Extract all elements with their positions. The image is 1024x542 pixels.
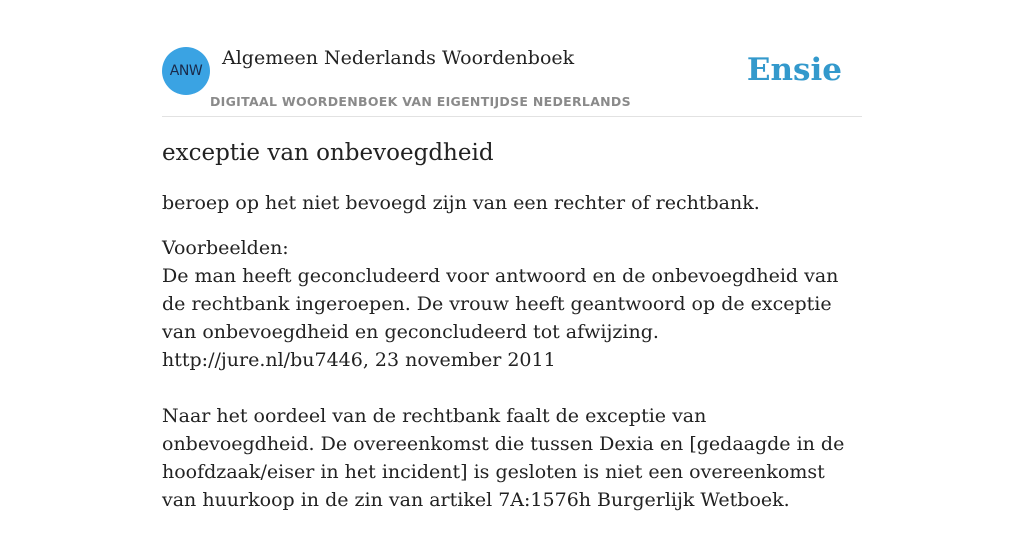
dictionary-entry: [162, 140, 862, 542]
ensie-brand-logo[interactable]: Ensie: [746, 52, 842, 88]
site-title[interactable]: Algemeen Nederlands Woordenboek: [222, 47, 575, 69]
example-item: [162, 402, 862, 514]
anw-logo[interactable]: ANW: [162, 47, 210, 95]
site-subtitle: DIGITAAL WOORDENBOEK VAN EIGENTIJDSE NEDERLANDS: [210, 94, 631, 109]
examples-label: Voorbeelden:: [162, 237, 289, 259]
example-source: http://jure.nl/bu7446, 23 november 2011: [162, 349, 556, 371]
example-item: [162, 262, 862, 374]
examples-section: [162, 234, 862, 514]
example-text: De man heeft geconcludeerd voor antwoord en de onbevoegdheid van de rechtbank ingeroepen. De vrouw heeft geantwoord op de exceptie van onbevoegdheid en geconcludeerd tot afwijzing.: [162, 265, 839, 343]
site-header: [162, 40, 862, 117]
example-text: Naar het oordeel van de rechtbank faalt de exceptie van onbevoegdheid. De overeenkomst die tussen Dexia en [gedaagde in de hoofdzaak/eiser in het incident] is gesloten is niet een overeenkomst van huurkoop in de zin van artikel 7A:1576h Burgerlijk Wetboek.: [162, 405, 845, 511]
definition: beroep op het niet bevoegd zijn van een rechter of rechtbank.: [162, 192, 760, 214]
page-title: exceptie van onbevoegdheid: [162, 140, 494, 166]
